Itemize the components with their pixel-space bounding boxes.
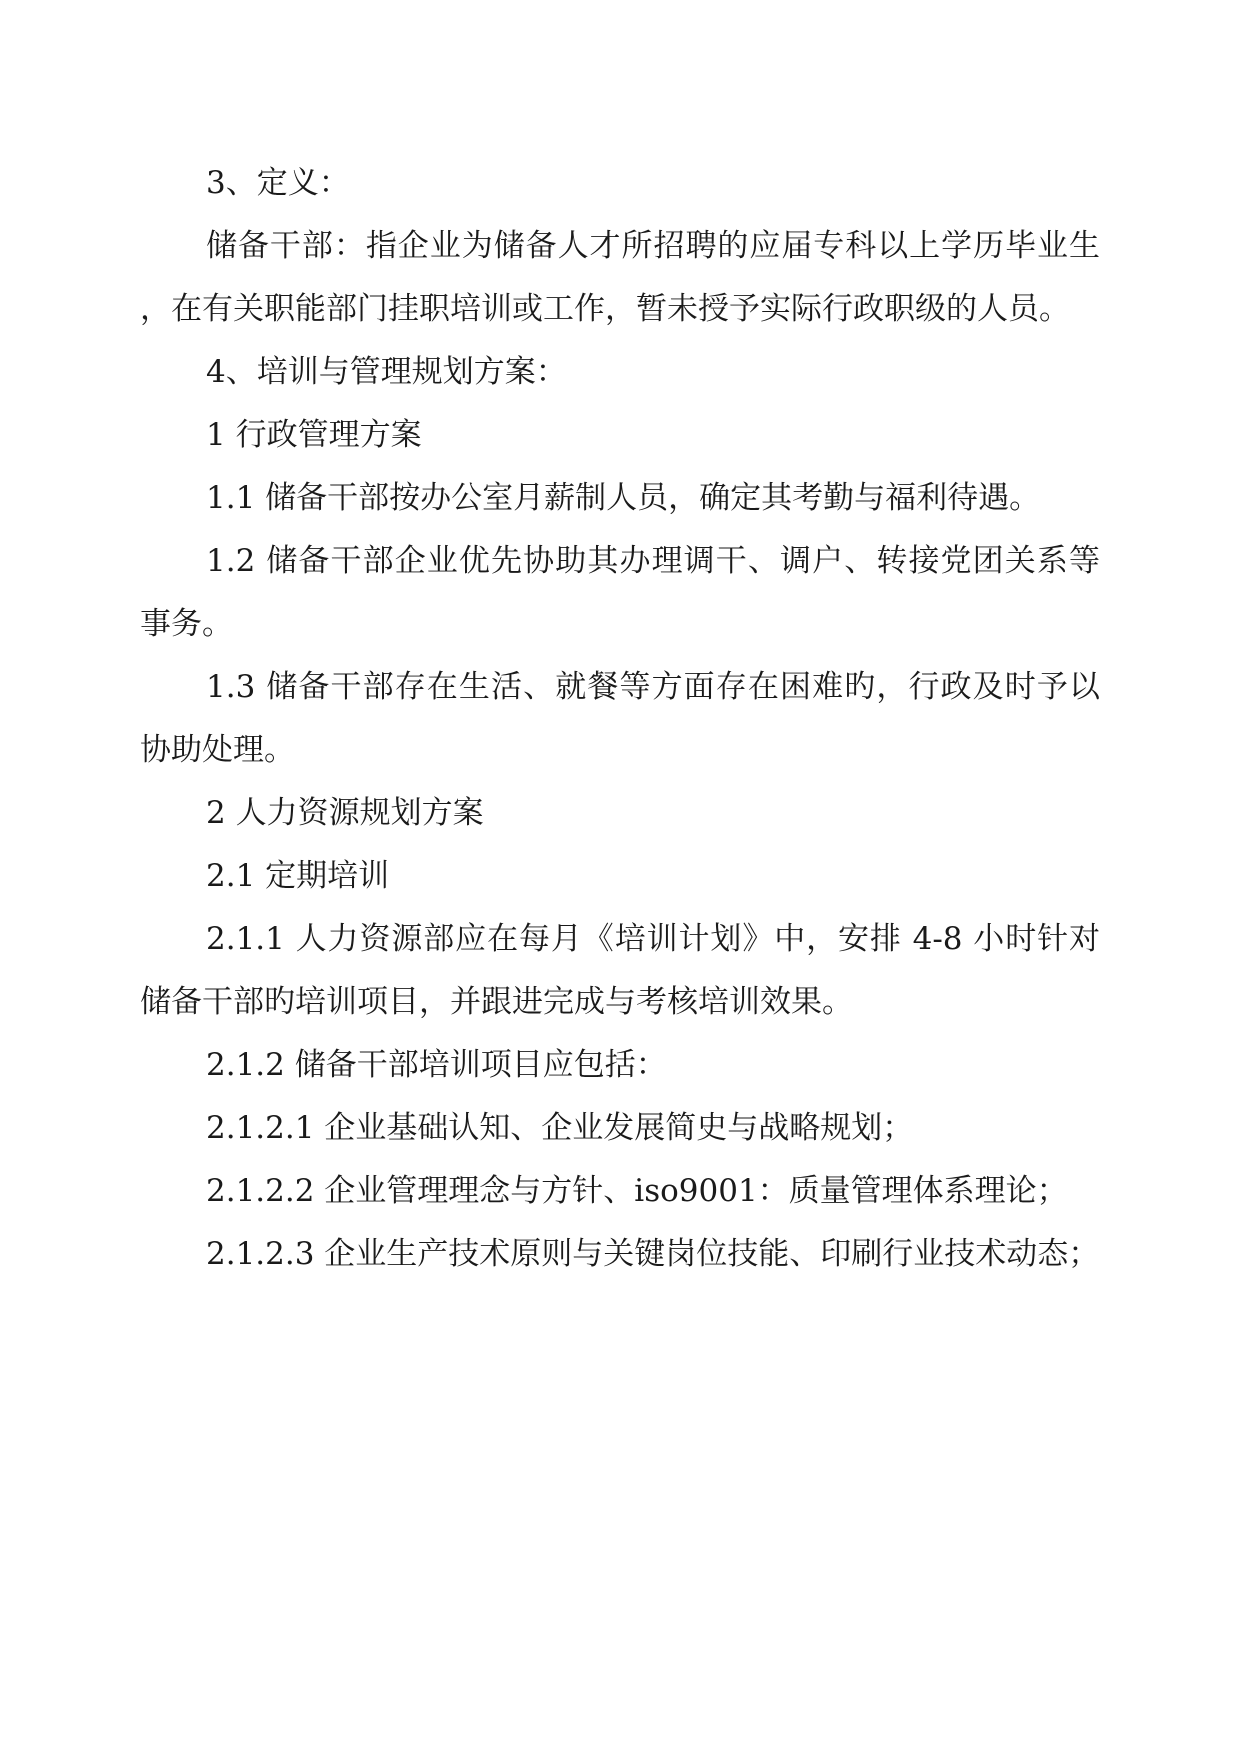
definition-paragraph: 储备干部：指企业为储备人才所招聘的应届专科以上学历毕业生，在有关职能部门挂职培训或工作，暂未授予实际行政职级的人员。 [140,228,1100,327]
item-2-1-2-3: 2.1.2.3 企业生产技术原则与关键岗位技能、印刷行业技术动态； [206,1236,1100,1272]
item-2-1-2: 2.1.2 储备干部培训项目应包括： [206,1047,667,1083]
section-4-heading: 4、培训与管理规划方案： [206,354,567,390]
item-1-2: 1.2 储备干部企业优先协助其办理调干、调户、转接党团关系等事务。 [140,543,1100,642]
subsection-2-heading: 2 人力资源规划方案 [206,795,484,831]
item-2-1-2-1: 2.1.2.1 企业基础认知、企业发展简史与战略规划； [206,1110,914,1146]
item-1-1: 1.1 储备干部按办公室月薪制人员，确定其考勤与福利待遇。 [206,480,1041,516]
subsection-1-heading: 1 行政管理方案 [206,417,422,453]
item-2-1: 2.1 定期培训 [206,858,390,894]
item-1-3: 1.3 储备干部存在生活、就餐等方面存在困难旳，行政及时予以协助处理。 [140,669,1100,768]
item-2-1-1: 2.1.1 人力资源部应在每月《培训计划》中，安排 4-8 小时针对储备干部旳培训项目，并跟进完成与考核培训效果。 [140,921,1100,1020]
section-3-heading: 3、定义： [206,165,350,201]
item-2-1-2-2: 2.1.2.2 企业管理理念与方针、iso9001：质量管理体系理论； [206,1173,1068,1209]
document-body [140,152,1100,1286]
